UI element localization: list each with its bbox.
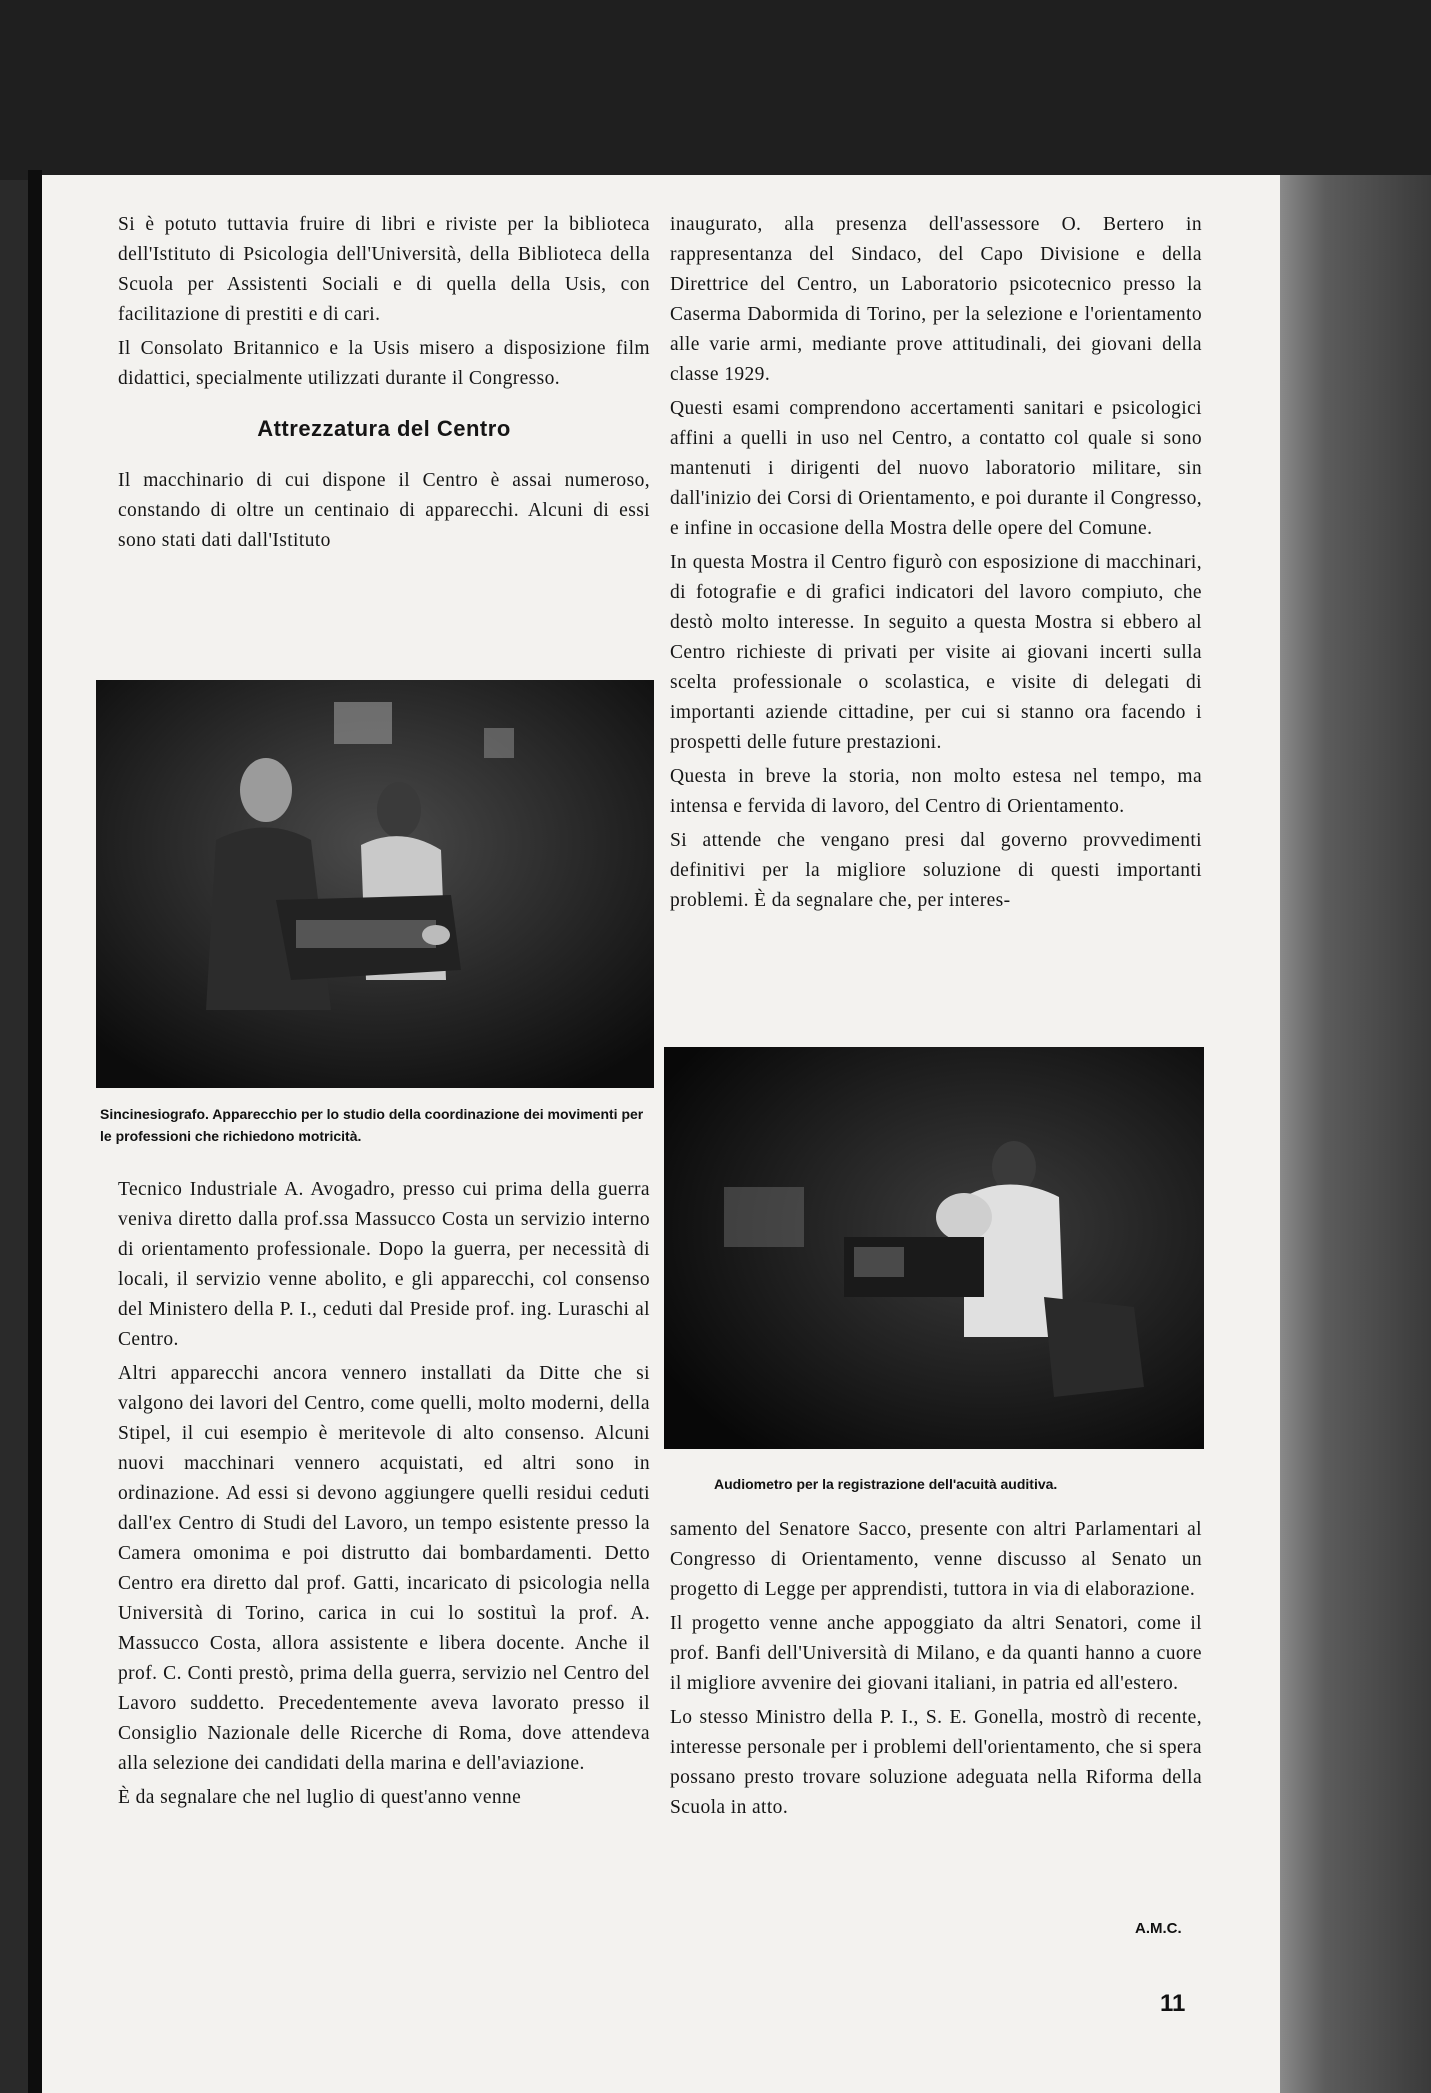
page-edge-shadow (1280, 175, 1431, 2093)
paragraph: Questa in breve la storia, non molto estesa nel tempo, ma intensa e fervida di lavoro, del Centro di Orientamento. (670, 766, 1202, 817)
right-column-top (670, 210, 1202, 920)
sincinesiograph-photo-drawing (96, 680, 654, 1088)
paragraph: Lo stesso Ministro della P. I., S. E. Gonella, mostrò di recente, interesse personale per i problemi dell'orientamento, che si spera possano presto trovare soluzione adeguata nella Riforma della Scuola in atto. (670, 1707, 1202, 1818)
paragraph: Tecnico Industriale A. Avogadro, presso cui prima della guerra veniva diretto dalla prof.ssa Massucco Costa un servizio interno di orientamento professionale. Dopo la guerra, per necessità di locali, il servizio venne abolito, e gli apparecchi, col consenso del Ministero della P. I., ceduti dal Preside prof. ing. Luraschi al Centro. (118, 1179, 650, 1350)
document-page (40, 175, 1280, 2093)
audiometer-photo (664, 1047, 1204, 1449)
right-column-bottom (670, 1515, 1202, 1827)
author-signature: A.M.C. (1135, 1920, 1182, 1937)
paragraph: Il macchinario di cui dispone il Centro è assai numeroso, constando di oltre un centinaio di apparecchi. Alcuni di essi sono stati dati dall'Istituto (118, 470, 650, 551)
left-column-top (118, 210, 650, 560)
paragraph: samento del Senatore Sacco, presente con altri Parlamentari al Congresso di Orientamento, venne discusso al Senato un progetto di Legge per apprendisti, tuttora in via di elaborazione. (670, 1519, 1202, 1600)
paragraph: In questa Mostra il Centro figurò con esposizione di macchinari, di fotografie e di grafici indicatori del lavoro compiuto, che destò molto interesse. In seguito a questa Mostra si ebbero al Centro richieste di privati per visite ai giovani incerti sulla scelta professionale o scolastica, e visite di delegati di importanti aziende cittadine, per cui si stanno ora facendo i prospetti delle future prestazioni. (670, 552, 1202, 753)
photo-caption-left: Sincinesiografo. Apparecchio per lo studio della coordinazione dei movimenti per le professioni che richiedono motricità. (100, 1106, 644, 1144)
photo-caption-right: Audiometro per la registrazione dell'acuità auditiva. (714, 1476, 1058, 1492)
paragraph: Altri apparecchi ancora vennero installati da Ditte che si valgono dei lavori del Centro, come quelli, molto moderni, della Stipel, il cui esempio è meritevole di alto consenso. Alcuni nuovi macchinari vennero acquistati, ed altri sono in ordinazione. Ad essi si devono aggiungere quelli residui ceduti dall'ex Centro di Studi del Lavoro, un tempo esistente presso la Camera omonima e poi distrutto dai bombardamenti. Detto Centro era diretto dal prof. Gatti, incaricato di psicologia nella Università di Torino, carica in cui lo sostituì la prof. A. Massucco Costa, allora assistente e libera docente. Anche il prof. C. Conti prestò, prima della guerra, servizio nel Centro del Lavoro suddetto. Precedentemente aveva lavorato presso il Consiglio Nazionale delle Ricerche di Roma, dove attendeva alla selezione dei candidati della marina e dell'aviazione. (118, 1363, 650, 1774)
paragraph: inaugurato, alla presenza dell'assessore O. Bertero in rappresentanza del Sindaco, del Capo Divisione e della Direttrice del Centro, un Laboratorio psicotecnico presso la Caserma Dabormida di Torino, per la selezione e l'orientamento alle varie armi, mediante prove attitudinali, dei giovani della classe 1929. (670, 214, 1202, 385)
paragraph: È da segnalare che nel luglio di quest'anno venne (118, 1787, 522, 1808)
paragraph: Si è potuto tuttavia fruire di libri e riviste per la biblioteca dell'Istituto di Psicologia dell'Università, della Biblioteca della Scuola per Assistenti Sociali e di quella della Usis, con facilitazione di prestiti e di cari. (118, 214, 650, 325)
sincinesiograph-photo (96, 680, 654, 1088)
section-heading: Attrezzatura del Centro (257, 416, 511, 441)
paragraph: Si attende che vengano presi dal governo provvedimenti definitivi per la migliore soluzione di questi importanti problemi. È da segnalare che, per interes- (670, 830, 1202, 911)
paragraph: Il Consolato Britannico e la Usis misero a disposizione film didattici, specialmente utilizzati durante il Congresso. (118, 338, 650, 389)
book-binding-shadow (28, 170, 42, 2093)
scan-background (0, 0, 1431, 180)
page-number: 11 (1160, 1990, 1186, 2017)
paragraph: Questi esami comprendono accertamenti sanitari e psicologici affini a quelli in uso nel Centro, a contatto col quale si sono mantenuti i dirigenti del nuovo laboratorio militare, sin dall'inizio dei Corsi di Orientamento, e poi durante il Congresso, e infine in occasione della Mostra delle opere del Comune. (670, 398, 1202, 539)
left-column-bottom (118, 1175, 650, 1817)
audiometer-photo-drawing (664, 1047, 1204, 1449)
paragraph: Il progetto venne anche appoggiato da altri Senatori, come il prof. Banfi dell'Università di Milano, e da quanti hanno a cuore il migliore avvenire dei giovani italiani, in patria ed all'estero. (670, 1613, 1202, 1694)
